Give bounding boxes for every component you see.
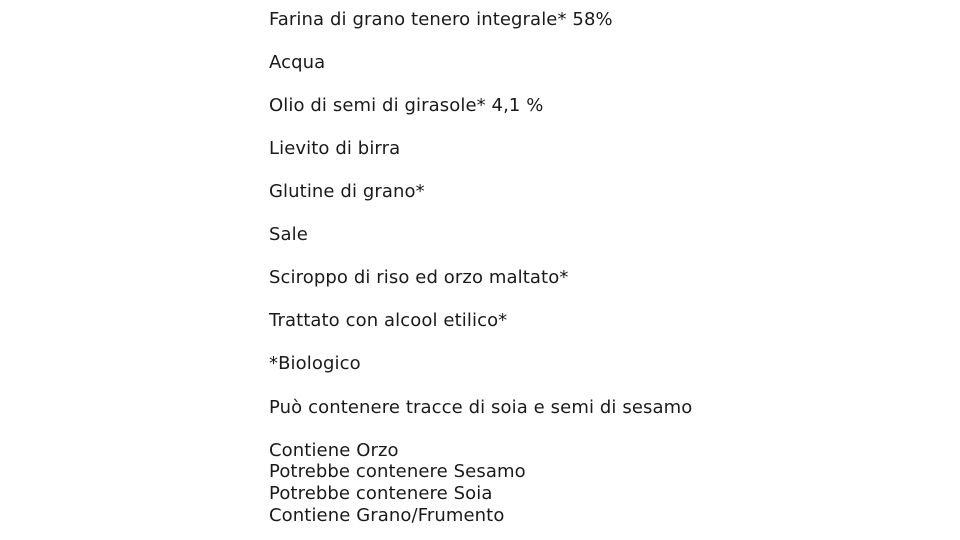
allergen-line: Contiene Grano/Frumento (269, 505, 505, 526)
organic-note: *Biologico (269, 353, 361, 374)
ingredient-line: Acqua (269, 52, 326, 73)
allergen-line: Potrebbe contenere Sesamo (269, 461, 526, 482)
ingredient-line: Farina di grano tenero integrale* 58% (269, 9, 613, 30)
ingredient-line: Lievito di birra (269, 138, 401, 159)
ingredient-line: Sciroppo di riso ed orzo maltato* (269, 267, 569, 288)
ingredient-line: Trattato con alcool etilico* (269, 310, 508, 331)
allergen-line: Contiene Orzo (269, 440, 399, 461)
ingredient-line: Olio di semi di girasole* 4,1 % (269, 95, 544, 116)
traces-note: Può contenere tracce di soia e semi di sesamo (269, 397, 693, 418)
ingredient-line: Glutine di grano* (269, 181, 425, 202)
allergen-line: Potrebbe contenere Soia (269, 483, 493, 504)
ingredient-line: Sale (269, 224, 308, 245)
